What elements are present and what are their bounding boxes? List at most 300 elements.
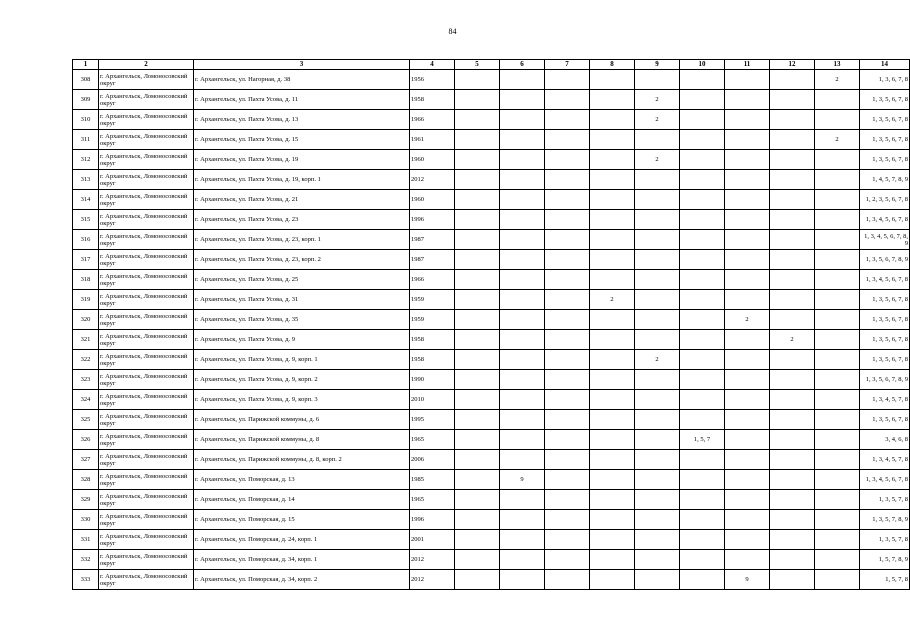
row-cell-col-11 — [725, 470, 770, 490]
row-address: г. Архангельск, ул. Пахта Усова, д. 21 — [194, 190, 410, 210]
row-cell-col-10 — [680, 210, 725, 230]
row-cell-col-9 — [635, 430, 680, 450]
column-header-3: 3 — [194, 60, 410, 70]
row-cell-col-9 — [635, 470, 680, 490]
row-address: г. Архангельск, ул. Пахта Усова, д. 23, корп. 1 — [194, 230, 410, 250]
row-cell-col-13 — [815, 330, 860, 350]
row-cell-col-13 — [815, 490, 860, 510]
row-cell-col-10 — [680, 270, 725, 290]
row-cell-col-12 — [770, 490, 815, 510]
row-cell-col-12 — [770, 430, 815, 450]
row-address: г. Архангельск, ул. Пахта Усова, д. 13 — [194, 110, 410, 130]
table-row — [73, 310, 910, 330]
row-cell-col-8 — [590, 150, 635, 170]
row-cell-col-10 — [680, 290, 725, 310]
row-cell-col-7 — [545, 270, 590, 290]
row-cell-col-11 — [725, 510, 770, 530]
column-header-13: 13 — [815, 60, 860, 70]
row-cell-col-9 — [635, 250, 680, 270]
row-cell-col-11 — [725, 170, 770, 190]
row-cell-col-7 — [545, 250, 590, 270]
row-cell-col-10 — [680, 390, 725, 410]
row-col-14: 1, 3, 5, 6, 7, 8, 9 — [860, 370, 910, 390]
row-cell-col-10 — [680, 450, 725, 470]
row-cell-col-5 — [455, 130, 500, 150]
row-cell-col-13 — [815, 90, 860, 110]
row-cell-col-12 — [770, 510, 815, 530]
row-cell-col-6 — [500, 90, 545, 110]
row-cell-col-6 — [500, 490, 545, 510]
row-cell-col-9 — [635, 510, 680, 530]
row-address: г. Архангельск, ул. Поморская, д. 14 — [194, 490, 410, 510]
row-col-14: 1, 3, 4, 5, 6, 7, 8 — [860, 470, 910, 490]
row-locality: г. Архангельск, Ломоносовский округ — [99, 170, 194, 190]
row-number: 333 — [73, 570, 99, 590]
row-number: 325 — [73, 410, 99, 430]
row-col-14: 1, 3, 5, 6, 7, 8 — [860, 90, 910, 110]
row-number: 323 — [73, 370, 99, 390]
row-col-14: 1, 3, 4, 5, 7, 8 — [860, 450, 910, 470]
row-year: 1965 — [410, 490, 455, 510]
row-address: г. Архангельск, ул. Пахта Усова, д. 19 — [194, 150, 410, 170]
table-row — [73, 470, 910, 490]
row-number: 326 — [73, 430, 99, 450]
row-cell-col-5 — [455, 170, 500, 190]
row-cell-col-9 — [635, 550, 680, 570]
row-locality: г. Архангельск, Ломоносовский округ — [99, 270, 194, 290]
row-col-14: 1, 3, 5, 6, 7, 8 — [860, 110, 910, 130]
column-header-7: 7 — [545, 60, 590, 70]
row-cell-col-10 — [680, 230, 725, 250]
row-cell-col-7 — [545, 70, 590, 90]
row-cell-col-5 — [455, 490, 500, 510]
row-address: г. Архангельск, ул. Парижской коммуны, д. 8, корп. 2 — [194, 450, 410, 470]
row-cell-col-13 — [815, 110, 860, 130]
row-cell-col-8 — [590, 430, 635, 450]
row-cell-col-8 — [590, 170, 635, 190]
row-cell-col-11 — [725, 430, 770, 450]
row-cell-col-11 — [725, 210, 770, 230]
row-cell-col-12 — [770, 210, 815, 230]
table-row — [73, 90, 910, 110]
row-cell-col-11 — [725, 250, 770, 270]
row-cell-col-13 — [815, 450, 860, 470]
row-cell-col-11 — [725, 110, 770, 130]
row-year: 1960 — [410, 190, 455, 210]
row-col-14: 1, 3, 4, 5, 6, 7, 8 — [860, 270, 910, 290]
row-cell-col-7 — [545, 330, 590, 350]
row-cell-col-11 — [725, 410, 770, 430]
row-cell-col-13 — [815, 430, 860, 450]
row-cell-col-9 — [635, 370, 680, 390]
row-cell-col-6 — [500, 210, 545, 230]
row-cell-col-13: 2 — [815, 130, 860, 150]
row-locality: г. Архангельск, Ломоносовский округ — [99, 530, 194, 550]
row-cell-col-9 — [635, 230, 680, 250]
row-cell-col-10 — [680, 70, 725, 90]
row-cell-col-9 — [635, 330, 680, 350]
row-year: 2012 — [410, 550, 455, 570]
row-locality: г. Архангельск, Ломоносовский округ — [99, 490, 194, 510]
row-cell-col-8: 2 — [590, 290, 635, 310]
row-cell-col-5 — [455, 190, 500, 210]
row-cell-col-5 — [455, 290, 500, 310]
row-cell-col-5 — [455, 470, 500, 490]
table-row — [73, 70, 910, 90]
row-cell-col-10 — [680, 170, 725, 190]
row-cell-col-13 — [815, 250, 860, 270]
row-cell-col-10 — [680, 190, 725, 210]
table-row — [73, 110, 910, 130]
row-cell-col-9 — [635, 210, 680, 230]
row-number: 330 — [73, 510, 99, 530]
row-address: г. Архангельск, ул. Поморская, д. 34, корп. 1 — [194, 550, 410, 570]
row-cell-col-8 — [590, 450, 635, 470]
row-number: 311 — [73, 130, 99, 150]
row-address: г. Архангельск, ул. Пахта Усова, д. 25 — [194, 270, 410, 290]
row-cell-col-7 — [545, 290, 590, 310]
row-locality: г. Архангельск, Ломоносовский округ — [99, 430, 194, 450]
row-cell-col-7 — [545, 210, 590, 230]
row-cell-col-5 — [455, 350, 500, 370]
row-address: г. Архангельск, ул. Парижской коммуны, д. 6 — [194, 410, 410, 430]
row-cell-col-6 — [500, 390, 545, 410]
row-locality: г. Архангельск, Ломоносовский округ — [99, 150, 194, 170]
row-cell-col-5 — [455, 110, 500, 130]
row-cell-col-10 — [680, 470, 725, 490]
row-cell-col-6 — [500, 290, 545, 310]
row-cell-col-9 — [635, 270, 680, 290]
row-col-14: 1, 3, 4, 5, 6, 7, 8 — [860, 210, 910, 230]
row-cell-col-7 — [545, 130, 590, 150]
row-cell-col-12 — [770, 250, 815, 270]
column-header-4: 4 — [410, 60, 455, 70]
row-cell-col-6 — [500, 330, 545, 350]
row-cell-col-12 — [770, 390, 815, 410]
row-cell-col-10 — [680, 530, 725, 550]
row-cell-col-12 — [770, 570, 815, 590]
row-col-14: 1, 3, 5, 7, 8, 9 — [860, 510, 910, 530]
row-cell-col-13 — [815, 310, 860, 330]
table-row — [73, 230, 910, 250]
row-locality: г. Архангельск, Ломоносовский округ — [99, 510, 194, 530]
row-cell-col-8 — [590, 310, 635, 330]
row-cell-col-12 — [770, 230, 815, 250]
row-cell-col-7 — [545, 150, 590, 170]
row-cell-col-6 — [500, 370, 545, 390]
row-cell-col-12 — [770, 290, 815, 310]
row-cell-col-8 — [590, 350, 635, 370]
row-year: 1987 — [410, 250, 455, 270]
row-locality: г. Архангельск, Ломоносовский округ — [99, 390, 194, 410]
row-year: 1996 — [410, 210, 455, 230]
row-number: 332 — [73, 550, 99, 570]
row-cell-col-13 — [815, 230, 860, 250]
row-cell-col-7 — [545, 530, 590, 550]
row-cell-col-9 — [635, 410, 680, 430]
row-cell-col-6: 9 — [500, 470, 545, 490]
row-cell-col-9 — [635, 530, 680, 550]
row-cell-col-13 — [815, 550, 860, 570]
row-locality: г. Архангельск, Ломоносовский округ — [99, 350, 194, 370]
row-cell-col-9: 2 — [635, 150, 680, 170]
row-year: 2012 — [410, 170, 455, 190]
row-cell-col-5 — [455, 450, 500, 470]
column-header-11: 11 — [725, 60, 770, 70]
table-row — [73, 150, 910, 170]
row-number: 321 — [73, 330, 99, 350]
row-cell-col-10 — [680, 550, 725, 570]
row-number: 328 — [73, 470, 99, 490]
row-cell-col-13 — [815, 350, 860, 370]
row-cell-col-6 — [500, 190, 545, 210]
row-col-14: 1, 3, 5, 6, 7, 8, 9 — [860, 250, 910, 270]
row-year: 1995 — [410, 410, 455, 430]
table-row — [73, 430, 910, 450]
row-cell-col-6 — [500, 150, 545, 170]
row-cell-col-12 — [770, 130, 815, 150]
row-cell-col-10 — [680, 330, 725, 350]
row-cell-col-10 — [680, 490, 725, 510]
row-col-14: 1, 3, 5, 6, 7, 8 — [860, 330, 910, 350]
row-cell-col-9: 2 — [635, 110, 680, 130]
row-cell-col-11 — [725, 230, 770, 250]
row-cell-col-5 — [455, 430, 500, 450]
row-year: 2012 — [410, 570, 455, 590]
row-cell-col-6 — [500, 530, 545, 550]
row-locality: г. Архангельск, Ломоносовский округ — [99, 210, 194, 230]
row-cell-col-13 — [815, 210, 860, 230]
column-header-2: 2 — [99, 60, 194, 70]
table-row — [73, 530, 910, 550]
row-cell-col-12 — [770, 530, 815, 550]
row-cell-col-7 — [545, 310, 590, 330]
row-locality: г. Архангельск, Ломоносовский округ — [99, 230, 194, 250]
table-row — [73, 290, 910, 310]
row-cell-col-8 — [590, 70, 635, 90]
row-cell-col-12 — [770, 410, 815, 430]
row-cell-col-11 — [725, 290, 770, 310]
row-cell-col-7 — [545, 350, 590, 370]
row-cell-col-11 — [725, 450, 770, 470]
row-number: 331 — [73, 530, 99, 550]
row-cell-col-8 — [590, 230, 635, 250]
column-header-8: 8 — [590, 60, 635, 70]
row-cell-col-7 — [545, 90, 590, 110]
row-col-14: 1, 3, 4, 5, 6, 7, 8, 9 — [860, 230, 910, 250]
table-row — [73, 250, 910, 270]
row-cell-col-13: 2 — [815, 70, 860, 90]
row-year: 1958 — [410, 330, 455, 350]
row-cell-col-7 — [545, 110, 590, 130]
row-number: 314 — [73, 190, 99, 210]
row-address: г. Архангельск, ул. Пахта Усова, д. 9, корп. 2 — [194, 370, 410, 390]
row-cell-col-9 — [635, 570, 680, 590]
row-cell-col-11 — [725, 330, 770, 350]
row-cell-col-9 — [635, 450, 680, 470]
row-year: 1959 — [410, 310, 455, 330]
row-cell-col-12 — [770, 310, 815, 330]
row-cell-col-10 — [680, 350, 725, 370]
row-col-14: 1, 3, 4, 5, 7, 8 — [860, 390, 910, 410]
row-cell-col-7 — [545, 570, 590, 590]
row-address: г. Архангельск, ул. Пахта Усова, д. 11 — [194, 90, 410, 110]
row-number: 315 — [73, 210, 99, 230]
row-cell-col-13 — [815, 170, 860, 190]
row-locality: г. Архангельск, Ломоносовский округ — [99, 470, 194, 490]
row-cell-col-8 — [590, 510, 635, 530]
row-cell-col-13 — [815, 470, 860, 490]
row-cell-col-5 — [455, 310, 500, 330]
row-cell-col-10: 1, 5, 7 — [680, 430, 725, 450]
row-cell-col-6 — [500, 430, 545, 450]
row-address: г. Архангельск, ул. Поморская, д. 34, корп. 2 — [194, 570, 410, 590]
row-cell-col-7 — [545, 550, 590, 570]
row-col-14: 1, 5, 7, 8 — [860, 570, 910, 590]
row-number: 318 — [73, 270, 99, 290]
row-cell-col-12: 2 — [770, 330, 815, 350]
row-locality: г. Архангельск, Ломоносовский округ — [99, 310, 194, 330]
row-col-14: 1, 3, 5, 6, 7, 8 — [860, 150, 910, 170]
row-cell-col-12 — [770, 550, 815, 570]
row-cell-col-5 — [455, 210, 500, 230]
column-header-6: 6 — [500, 60, 545, 70]
row-cell-col-9: 2 — [635, 90, 680, 110]
row-cell-col-8 — [590, 210, 635, 230]
row-cell-col-8 — [590, 570, 635, 590]
row-cell-col-8 — [590, 470, 635, 490]
row-col-14: 1, 3, 5, 7, 8 — [860, 530, 910, 550]
table-row — [73, 270, 910, 290]
row-cell-col-11 — [725, 70, 770, 90]
row-number: 320 — [73, 310, 99, 330]
row-col-14: 1, 3, 5, 7, 8 — [860, 490, 910, 510]
row-year: 1966 — [410, 110, 455, 130]
column-header-14: 14 — [860, 60, 910, 70]
row-cell-col-5 — [455, 330, 500, 350]
row-cell-col-6 — [500, 70, 545, 90]
row-cell-col-13 — [815, 530, 860, 550]
row-cell-col-7 — [545, 450, 590, 470]
row-cell-col-11 — [725, 90, 770, 110]
row-cell-col-8 — [590, 390, 635, 410]
row-cell-col-9 — [635, 310, 680, 330]
row-address: г. Архангельск, ул. Нагорная, д. 38 — [194, 70, 410, 90]
row-cell-col-5 — [455, 570, 500, 590]
column-header-9: 9 — [635, 60, 680, 70]
row-cell-col-6 — [500, 170, 545, 190]
row-cell-col-9 — [635, 390, 680, 410]
row-cell-col-5 — [455, 510, 500, 530]
row-cell-col-8 — [590, 90, 635, 110]
row-cell-col-12 — [770, 170, 815, 190]
row-locality: г. Архангельск, Ломоносовский округ — [99, 250, 194, 270]
row-col-14: 3, 4, 6, 8 — [860, 430, 910, 450]
row-cell-col-7 — [545, 510, 590, 530]
row-cell-col-8 — [590, 130, 635, 150]
row-cell-col-11 — [725, 350, 770, 370]
row-cell-col-6 — [500, 270, 545, 290]
row-cell-col-11 — [725, 550, 770, 570]
row-cell-col-12 — [770, 450, 815, 470]
row-col-14: 1, 3, 5, 6, 7, 8 — [860, 290, 910, 310]
row-number: 317 — [73, 250, 99, 270]
row-year: 1958 — [410, 90, 455, 110]
row-address: г. Архангельск, ул. Пахта Усова, д. 9, корп. 1 — [194, 350, 410, 370]
row-cell-col-9 — [635, 130, 680, 150]
row-locality: г. Архангельск, Ломоносовский округ — [99, 370, 194, 390]
row-locality: г. Архангельск, Ломоносовский округ — [99, 70, 194, 90]
row-year: 1966 — [410, 270, 455, 290]
row-cell-col-9 — [635, 70, 680, 90]
row-cell-col-7 — [545, 410, 590, 430]
row-cell-col-11 — [725, 150, 770, 170]
row-cell-col-5 — [455, 550, 500, 570]
table-row — [73, 130, 910, 150]
row-year: 1959 — [410, 290, 455, 310]
column-header-10: 10 — [680, 60, 725, 70]
row-number: 310 — [73, 110, 99, 130]
column-header-5: 5 — [455, 60, 500, 70]
row-cell-col-6 — [500, 350, 545, 370]
row-number: 312 — [73, 150, 99, 170]
row-cell-col-11 — [725, 190, 770, 210]
row-cell-col-7 — [545, 230, 590, 250]
row-cell-col-7 — [545, 170, 590, 190]
row-address: г. Архангельск, ул. Пахта Усова, д. 19, корп. 1 — [194, 170, 410, 190]
row-cell-col-13 — [815, 370, 860, 390]
row-cell-col-7 — [545, 470, 590, 490]
row-cell-col-6 — [500, 110, 545, 130]
table-header-row — [73, 60, 910, 70]
row-cell-col-5 — [455, 90, 500, 110]
row-cell-col-10 — [680, 510, 725, 530]
row-cell-col-11 — [725, 490, 770, 510]
row-col-14: 1, 5, 7, 8, 9 — [860, 550, 910, 570]
row-year: 1958 — [410, 350, 455, 370]
table-row — [73, 370, 910, 390]
row-cell-col-9 — [635, 190, 680, 210]
row-cell-col-6 — [500, 130, 545, 150]
row-locality: г. Архангельск, Ломоносовский округ — [99, 410, 194, 430]
row-cell-col-10 — [680, 90, 725, 110]
row-cell-col-7 — [545, 390, 590, 410]
row-cell-col-8 — [590, 250, 635, 270]
row-cell-col-13 — [815, 190, 860, 210]
row-cell-col-8 — [590, 550, 635, 570]
row-number: 327 — [73, 450, 99, 470]
row-cell-col-10 — [680, 570, 725, 590]
row-cell-col-12 — [770, 70, 815, 90]
row-cell-col-5 — [455, 70, 500, 90]
row-cell-col-9 — [635, 490, 680, 510]
table-body — [73, 70, 910, 590]
row-year: 1965 — [410, 430, 455, 450]
row-cell-col-6 — [500, 570, 545, 590]
row-cell-col-11 — [725, 390, 770, 410]
row-year: 1985 — [410, 470, 455, 490]
row-cell-col-8 — [590, 410, 635, 430]
row-cell-col-8 — [590, 110, 635, 130]
row-year: 1996 — [410, 510, 455, 530]
row-year: 2010 — [410, 390, 455, 410]
row-address: г. Архангельск, ул. Пахта Усова, д. 23, корп. 2 — [194, 250, 410, 270]
row-cell-col-10 — [680, 110, 725, 130]
row-number: 316 — [73, 230, 99, 250]
row-cell-col-13 — [815, 570, 860, 590]
row-locality: г. Архангельск, Ломоносовский округ — [99, 550, 194, 570]
row-cell-col-12 — [770, 110, 815, 130]
